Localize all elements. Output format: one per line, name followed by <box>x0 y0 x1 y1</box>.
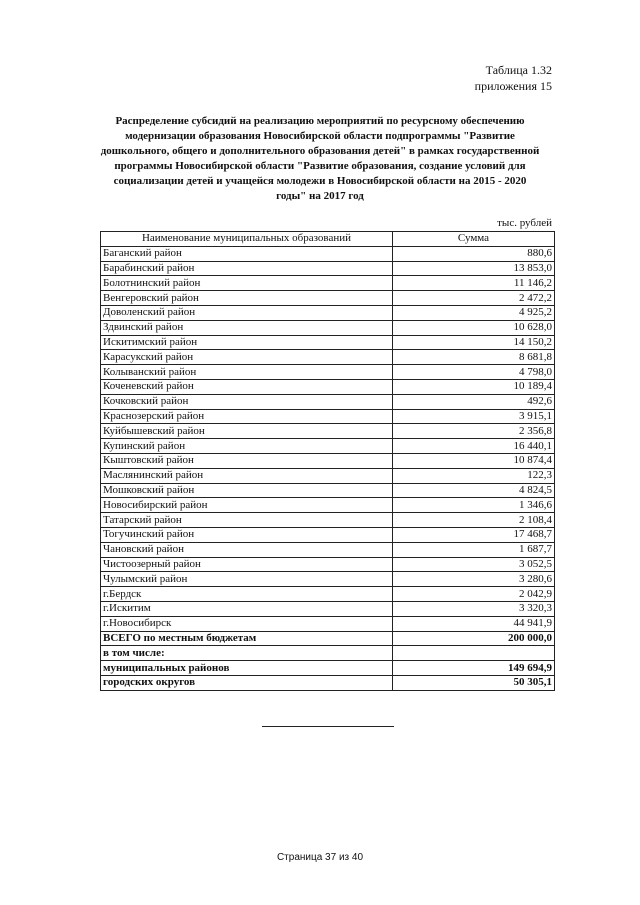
total-row <box>101 631 555 646</box>
table-row <box>101 409 555 424</box>
subtotal-row-districts <box>101 661 555 676</box>
municipality-name: Чановский район <box>101 542 393 557</box>
subtotal-amount: 149 694,9 <box>393 661 555 676</box>
subsidy-amount: 14 150,2 <box>393 335 555 350</box>
municipality-name: Карасукский район <box>101 350 393 365</box>
subsidy-amount: 4 824,5 <box>393 483 555 498</box>
subsidy-amount: 44 941,9 <box>393 616 555 631</box>
subsidy-amount: 3 915,1 <box>393 409 555 424</box>
table-row <box>101 276 555 291</box>
table-row <box>101 335 555 350</box>
table-header-row <box>101 232 555 247</box>
table-row <box>101 616 555 631</box>
table-row <box>101 483 555 498</box>
subsidy-amount: 4 798,0 <box>393 365 555 380</box>
table-row <box>101 572 555 587</box>
subsidy-amount: 1 687,7 <box>393 542 555 557</box>
municipality-name: Чулымский район <box>101 572 393 587</box>
municipality-name: Баганский район <box>101 246 393 261</box>
subsidy-amount: 10 189,4 <box>393 379 555 394</box>
subsidies-table <box>100 231 555 691</box>
subsidy-amount: 4 925,2 <box>393 305 555 320</box>
municipality-name: Кыштовский район <box>101 453 393 468</box>
subsidy-amount: 10 628,0 <box>393 320 555 335</box>
municipality-name: Маслянинский район <box>101 468 393 483</box>
table-row <box>101 291 555 306</box>
subsidy-amount: 3 052,5 <box>393 557 555 572</box>
subsidy-amount: 10 874,4 <box>393 453 555 468</box>
table-row <box>101 587 555 602</box>
municipality-name: Колыванский район <box>101 365 393 380</box>
table-row <box>101 453 555 468</box>
subsidy-amount: 122,3 <box>393 468 555 483</box>
including-label: в том числе: <box>101 646 393 661</box>
separator-line <box>262 726 394 727</box>
table-row <box>101 601 555 616</box>
table-row <box>101 394 555 409</box>
subsidy-amount: 17 468,7 <box>393 527 555 542</box>
table-row <box>101 246 555 261</box>
table-row <box>101 365 555 380</box>
municipality-name: Купинский район <box>101 439 393 454</box>
table-row <box>101 305 555 320</box>
table-number: Таблица 1.32 <box>485 63 552 77</box>
subsidy-amount: 2 356,8 <box>393 424 555 439</box>
subsidy-amount: 13 853,0 <box>393 261 555 276</box>
municipality-name: г.Искитим <box>101 601 393 616</box>
table-row <box>101 498 555 513</box>
municipality-name: Тогучинский район <box>101 527 393 542</box>
table-row <box>101 513 555 528</box>
municipality-name: Кочковский район <box>101 394 393 409</box>
subsidy-amount: 2 042,9 <box>393 587 555 602</box>
table-summary <box>101 631 555 690</box>
municipality-name: Мошковский район <box>101 483 393 498</box>
municipality-name: Куйбышевский район <box>101 424 393 439</box>
table-row <box>101 542 555 557</box>
subsidy-amount: 2 108,4 <box>393 513 555 528</box>
total-amount: 200 000,0 <box>393 631 555 646</box>
table-row <box>101 261 555 276</box>
table-body <box>101 246 555 631</box>
subtotal-row-cities <box>101 675 555 690</box>
table-row <box>101 527 555 542</box>
municipality-name: Чистоозерный район <box>101 557 393 572</box>
subtotal-label: муниципальных районов <box>101 661 393 676</box>
municipality-name: Татарский район <box>101 513 393 528</box>
units-label: тыс. рублей <box>497 217 552 229</box>
municipality-name: Болотнинский район <box>101 276 393 291</box>
municipality-name: Барабинский район <box>101 261 393 276</box>
table-row <box>101 379 555 394</box>
subsidy-amount: 3 320,3 <box>393 601 555 616</box>
municipality-name: г.Бердск <box>101 587 393 602</box>
subsidy-amount: 16 440,1 <box>393 439 555 454</box>
column-header-amount: Сумма <box>393 232 555 247</box>
municipality-name: Новосибирский район <box>101 498 393 513</box>
municipality-name: Венгеровский район <box>101 291 393 306</box>
table-reference <box>475 62 552 94</box>
subsidy-amount: 11 146,2 <box>393 276 555 291</box>
table-row <box>101 439 555 454</box>
total-label: ВСЕГО по местным бюджетам <box>101 631 393 646</box>
municipality-name: Здвинский район <box>101 320 393 335</box>
table-row <box>101 424 555 439</box>
document-title: Распределение субсидий на реализацию мероприятий по ресурсному обеспечению модернизации образования Новосибирской области подпрограммы "Развитие дошкольного, общего и дополнительного образования детей" в рамках государственной программы Новосибирской области "Развитие образования, создание условий для социализации детей и учащейся молодежи в Новосибирской области на 2015 - 2020 годы" на 2017 год <box>100 115 540 202</box>
table-row <box>101 320 555 335</box>
appendix-reference: приложения 15 <box>474 79 552 93</box>
subsidy-amount: 880,6 <box>393 246 555 261</box>
including-row <box>101 646 555 661</box>
subsidy-amount: 2 472,2 <box>393 291 555 306</box>
municipality-name: Искитимский район <box>101 335 393 350</box>
subsidy-amount: 3 280,6 <box>393 572 555 587</box>
municipality-name: Краснозерский район <box>101 409 393 424</box>
including-empty-cell <box>393 646 555 661</box>
subtotal-label: городских округов <box>101 675 393 690</box>
column-header-name: Наименование муниципальных образований <box>101 232 393 247</box>
municipality-name: Коченевский район <box>101 379 393 394</box>
page-footer: Страница 37 из 40 <box>276 852 364 863</box>
municipality-name: г.Новосибирск <box>101 616 393 631</box>
subsidy-amount: 492,6 <box>393 394 555 409</box>
municipality-name: Доволенский район <box>101 305 393 320</box>
subsidy-amount: 1 346,6 <box>393 498 555 513</box>
table-row <box>101 557 555 572</box>
table-row <box>101 350 555 365</box>
subsidy-amount: 8 681,8 <box>393 350 555 365</box>
subtotal-amount: 50 305,1 <box>393 675 555 690</box>
table-row <box>101 468 555 483</box>
